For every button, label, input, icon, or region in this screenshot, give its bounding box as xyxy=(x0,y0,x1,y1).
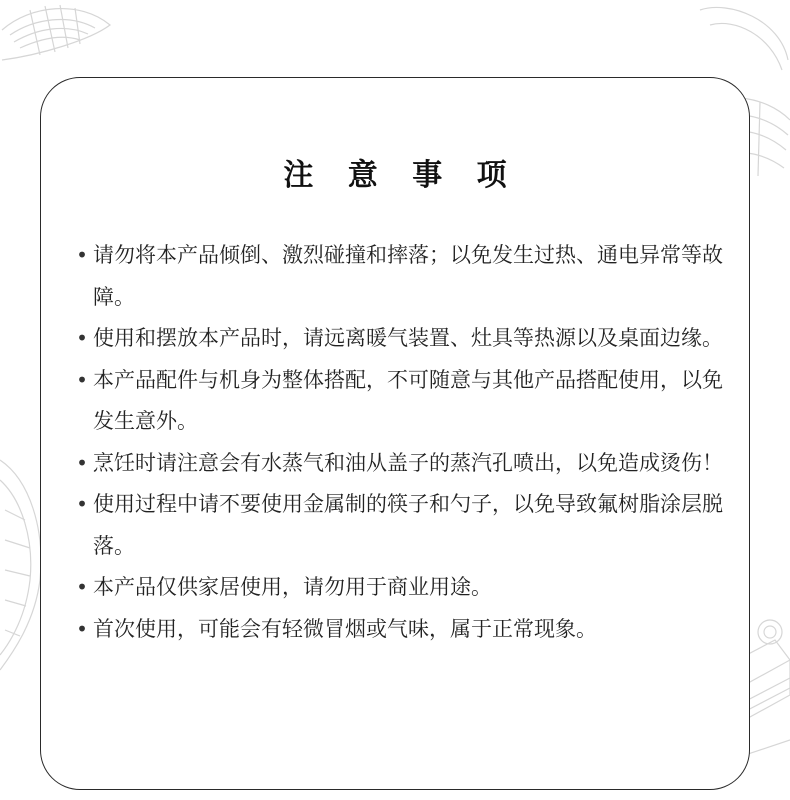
list-item xyxy=(73,567,733,609)
note-text: 请勿将本产品倾倒、激烈碰撞和摔落；以免发生过热、通电异常等故障。 xyxy=(93,243,723,309)
note-text: 本产品配件与机身为整体搭配，不可随意与其他产品搭配使用，以免发生意外。 xyxy=(93,367,723,433)
list-item xyxy=(73,484,733,567)
notes-list xyxy=(73,235,733,650)
note-text: 烹饪时请注意会有水蒸气和油从盖子的蒸汽孔喷出，以免造成烫伤！ xyxy=(93,450,723,475)
list-item xyxy=(73,609,733,651)
note-text: 使用过程中请不要使用金属制的筷子和勺子，以免导致氟树脂涂层脱落。 xyxy=(93,492,723,558)
note-text: 首次使用，可能会有轻微冒烟或气味，属于正常现象。 xyxy=(93,616,597,641)
list-item xyxy=(73,443,733,485)
bullet-icon: • xyxy=(76,326,88,350)
note-text: 本产品仅供家居使用，请勿用于商业用途。 xyxy=(93,575,492,599)
bullet-icon: • xyxy=(76,243,88,267)
list-item xyxy=(73,360,733,443)
page-title: 注 意 事 项 xyxy=(283,158,519,193)
note-text: 使用和摆放本产品时，请远离暖气装置、灶具等热源以及桌面边缘。 xyxy=(93,326,723,350)
bullet-icon: • xyxy=(76,367,88,392)
list-item xyxy=(73,318,733,360)
bullet-icon: • xyxy=(76,616,88,641)
bullet-icon: • xyxy=(76,492,88,516)
bullet-icon: • xyxy=(76,450,88,475)
list-item xyxy=(73,235,733,318)
notice-card xyxy=(40,77,750,790)
bullet-icon: • xyxy=(76,575,88,599)
